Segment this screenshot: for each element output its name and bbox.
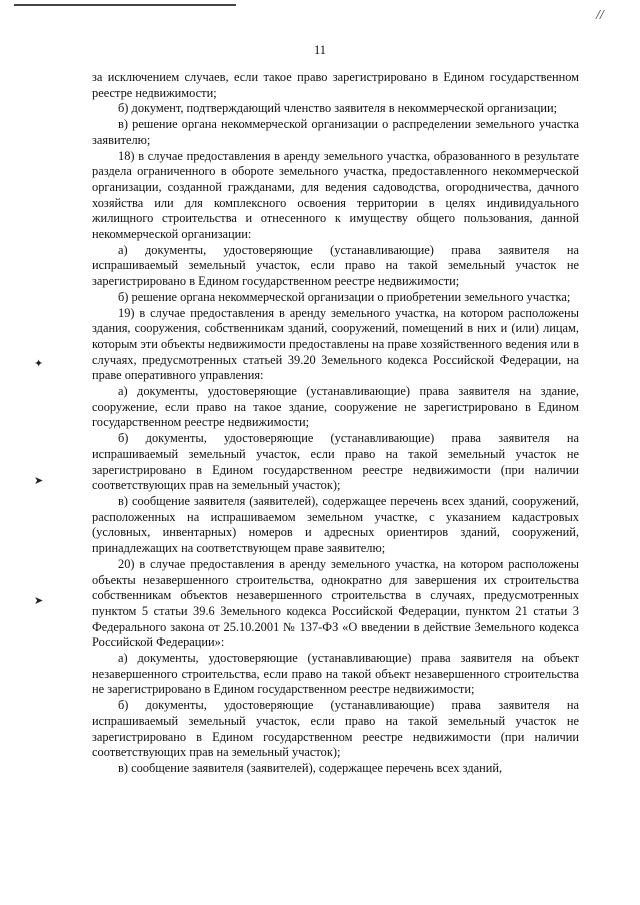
margin-punch-mark: ✦	[34, 358, 44, 370]
paragraph: в) сообщение заявителя (заявителей), содержащее перечень всех зданий, сооружений, расположенных на испрашиваемом земельном участке, с указанием кадастровых (условных, инвентарных) номеров и адресных ориентиров зданий, сооружений, принадлежащих на соответствующем праве заявителю;	[92, 493, 579, 556]
paragraph: а) документы, удостоверяющие (устанавливающие) права заявителя на испрашиваемый земельный участок, если право на такой земельный участок не зарегистрировано в Едином государственном реестре недвижимости;	[92, 242, 579, 289]
paragraph: 18) в случае предоставления в аренду земельного участка, образованного в результате раздела ограниченного в обороте земельного участка, предоставленного некоммерческой организации, созданной гражданами, для ведения садоводства, огородничества, дачного хозяйства или для комплексного освоения территории в целях индивидуального жилищного строительства и отнесенного к имуществу общего пользования, данной некоммерческой организации:	[92, 148, 579, 242]
paragraph: б) документы, удостоверяющие (устанавливающие) права заявителя на испрашиваемый земельный участок, если право на такой земельный участок не зарегистрировано в Едином государственном реестре недвижимости (при наличии соответствующих прав на земельный участок);	[92, 431, 579, 493]
paragraph: 19) в случае предоставления в аренду земельного участка, на котором расположены здания, сооружения, собственникам зданий, сооружений, помещений в них и (или) лицам, которым эти объекты недвижимости предоставлены на праве хозяйственного ведения или в случаях, предусмотренных статьей 39.20 Земельного кодекса Российской Федерации, на праве оперативного управления:	[92, 305, 579, 383]
paragraph: за исключением случаев, если такое право зарегистрировано в Едином государственном реестре недвижимости;	[92, 70, 579, 100]
paragraph: б) документ, подтверждающий членство заявителя в некоммерческой организации;	[118, 101, 558, 116]
margin-punch-mark: ➤	[34, 595, 44, 607]
paragraph: а) документы, удостоверяющие (устанавливающие) права заявителя на объект незавершенного строительства, если право на такой объект незавершенного строительства не зарегистрировано в Едином государственном реестре недвижимости;	[92, 651, 579, 697]
paragraph: в) решение органа некоммерческой организации о распределении земельного участка заявителю;	[92, 117, 579, 147]
paragraph: б) решение органа некоммерческой организации о приобретении земельного участка;	[118, 289, 571, 304]
paragraph: 20) в случае предоставления в аренду земельного участка, на котором расположены объекты незавершенного строительства, однократно для завершения их строительства собственникам объектов незавершенного строительства в случаях, предусмотренных пунктом 5 статьи 39.6 Земельного кодекса Российской Федерации, пунктом 21 статьи 3 Федерального закона от 25.10.2001 № 137-ФЗ «О введении в действие Земельного кодекса Российской Федерации»:	[92, 556, 579, 650]
top-edge-line	[14, 4, 236, 6]
paragraph: а) документы, удостоверяющие (устанавливающие) права заявителя на здание, сооружение, если право на такое здание, сооружение не зарегистрировано в Едином государственном реестре недвижимости;	[92, 384, 579, 430]
paragraph: б) документы, удостоверяющие (устанавливающие) права заявителя на испрашиваемый земельный участок, если право на такой земельный участок не зарегистрировано в Едином государственном реестре недвижимости (при наличии соответствующих прав на земельный участок);	[92, 698, 579, 760]
paragraph: в) сообщение заявителя (заявителей), содержащее перечень всех зданий,	[118, 760, 503, 775]
document-body	[92, 70, 579, 777]
margin-punch-mark: ➤	[34, 475, 44, 487]
page-number: 11	[313, 43, 327, 57]
corner-mark: //	[596, 8, 604, 23]
